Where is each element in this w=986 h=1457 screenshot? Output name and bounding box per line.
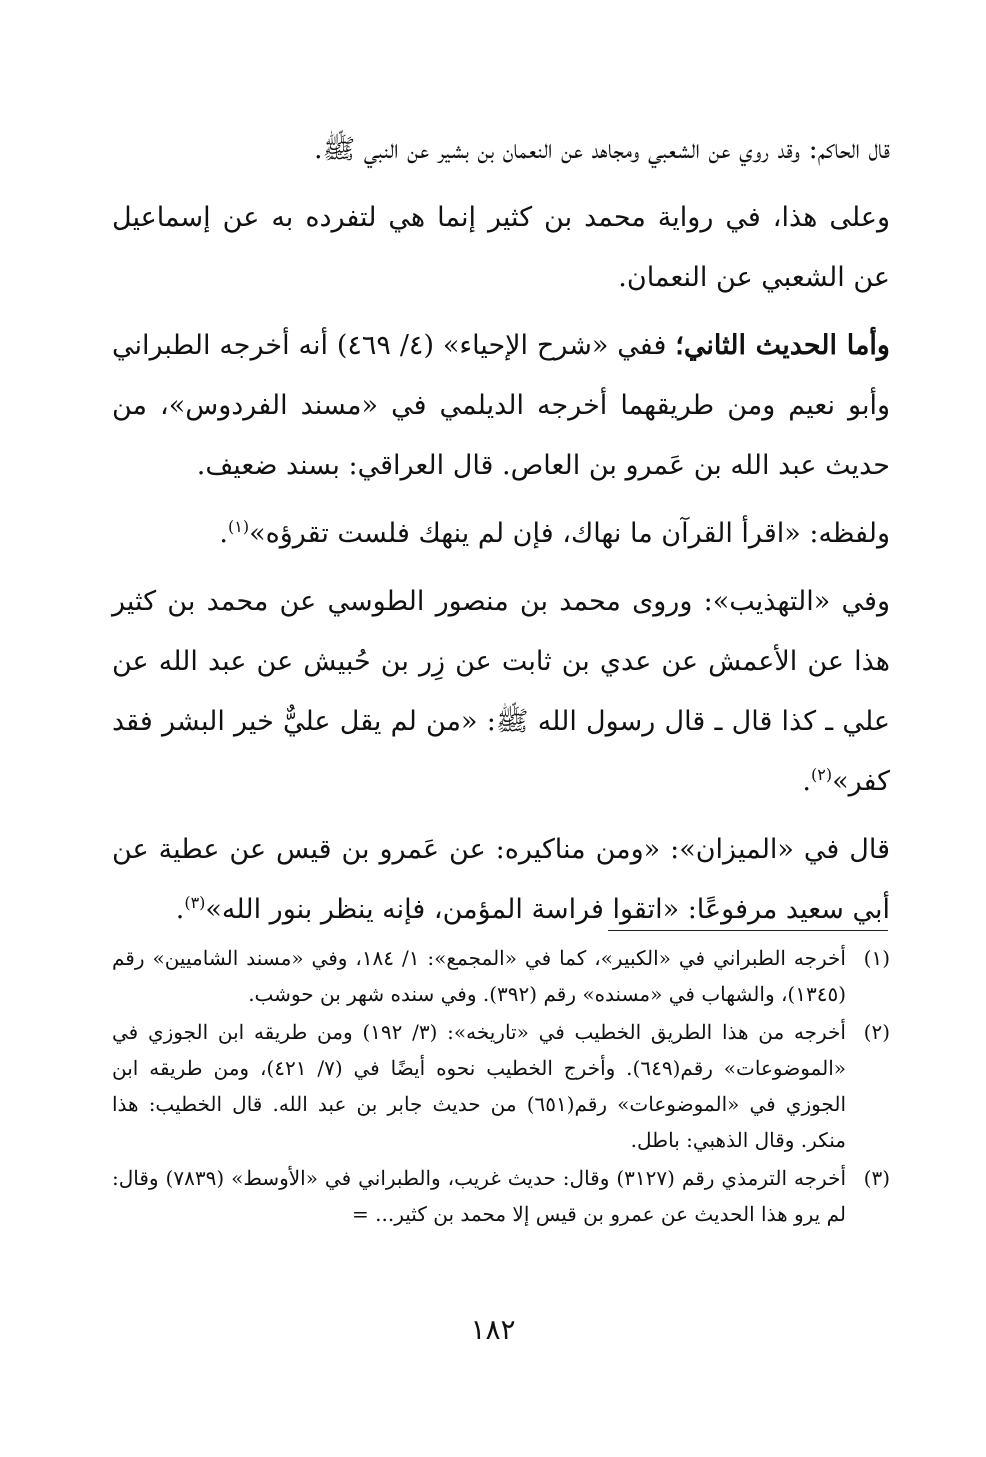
footnote-text: أخرجه الطبراني في «الكبير»، كما في «المجمع»: ١/ ١٨٤، وفي «مسند الشاميين» رقم (١٣٤٥)، والشهاب في «مسنده» رقم (٣٩٢). وفي سنده شهر بن حوشب. xyxy=(112,946,846,1006)
paragraph xyxy=(112,316,890,496)
main-text xyxy=(112,120,890,948)
footnote-number: (٣) xyxy=(863,1166,890,1190)
paragraph-text: قال في «الميزان»: «ومن مناكيره: عن عَمرو بن قيس عن عطية عن أبي سعيد مرفوعًا: «اتقوا فراسة المؤمن، فإنه ينظر بنور الله» xyxy=(112,834,890,925)
paragraph-text: ففي «شرح الإحياء» (٤/ ٤٦٩) أنه أخرجه الطبراني وأبو نعيم ومن طريقهما أخرجه الديلمي في «مسند الفردوس»، من حديث عبد الله بن عَمرو بن العاص. قال العراقي: بسند ضعيف. xyxy=(112,330,890,481)
paragraph-text: ولفظه: «اقرأ القرآن ما نهاك، فإن لم ينهك فلست تقرؤه» xyxy=(249,518,890,549)
paragraph xyxy=(112,120,890,180)
footnote xyxy=(112,1014,890,1158)
footnote-reference: (١) xyxy=(227,517,250,536)
paragraph-text: قال الحاكم: وقد روي عن الشعبي ومجاهد عن النعمان بن بشير عن النبي ﷺ. xyxy=(313,134,890,165)
paragraph: ولفظه: «اقرأ القرآن ما نهاك، فإن لم ينهك فلست تقرؤه»$^{(١)}$. xyxy=(219,517,890,549)
footnote xyxy=(112,1160,890,1232)
paragraph-lead: وأما الحديث الثاني؛ xyxy=(675,330,890,361)
paragraph-text: وفي «التهذيب»: وروى محمد بن منصور الطوسي عن محمد بن كثير هذا عن الأعمش عن عدي بن ثابت عن زِر بن حُبيش عن عبد الله عن علي ـ كذا قال ـ قال رسول الله ﷺ: «من لم يقل عليٌّ خير البشر فقد كفر» xyxy=(112,586,890,797)
footnote-number: (١) xyxy=(863,946,890,970)
footnote-reference: (٢) xyxy=(810,765,833,784)
page-number: ١٨٢ xyxy=(470,1313,516,1346)
footnotes xyxy=(112,940,890,1234)
footnote-number: (٢) xyxy=(863,1020,890,1044)
paragraph xyxy=(112,188,890,308)
footnote xyxy=(112,940,890,1012)
paragraph-text: وعلى هذا، في رواية محمد بن كثير إنما هي لتفرده به عن إسماعيل عن الشعبي عن النعمان. xyxy=(112,202,890,293)
footnote-text: أخرجه الترمذي رقم (٣١٢٧) وقال: حديث غريب، والطبراني في «الأوسط» (٧٨٣٩) وقال: لم يرو هذا الحديث عن عمرو بن قيس إلا محمد بن كثير... = xyxy=(112,1166,847,1226)
footnote-text: أخرجه من هذا الطريق الخطيب في «تاريخه»: (٣/ ١٩٢) ومن طريقه ابن الجوزي في «الموضوعات» رقم(٦٤٩). وأخرج الخطيب نحوه أيضًا في (٧/ ٤٢١)، ومن طريقه ابن الجوزي في «الموضوعات» رقم(٦٥١) من حديث جابر بن عبد الله. قال الخطيب: هذا منكر. وقال الذهبي: باطل. xyxy=(112,1020,846,1152)
paragraph: قال في «الميزان»: «ومن مناكيره: عن عَمرو بن قيس عن عطية عن أبي سعيد مرفوعًا: «اتقوا فراسة المؤمن، فإنه ينظر بنور الله»$^{(٣)}$. xyxy=(112,834,890,925)
footnote-separator xyxy=(608,930,888,931)
footnote-reference: (٣) xyxy=(184,893,206,912)
paragraph: وفي «التهذيب»: وروى محمد بن منصور الطوسي عن محمد بن كثير هذا عن الأعمش عن عدي بن ثابت عن زِر بن حُبيش عن عبد الله عن علي ـ كذا قال ـ قال رسول الله ﷺ: «من لم يقل عليٌّ خير البشر فقد كفر»$^{(٢)}$. xyxy=(112,586,890,797)
